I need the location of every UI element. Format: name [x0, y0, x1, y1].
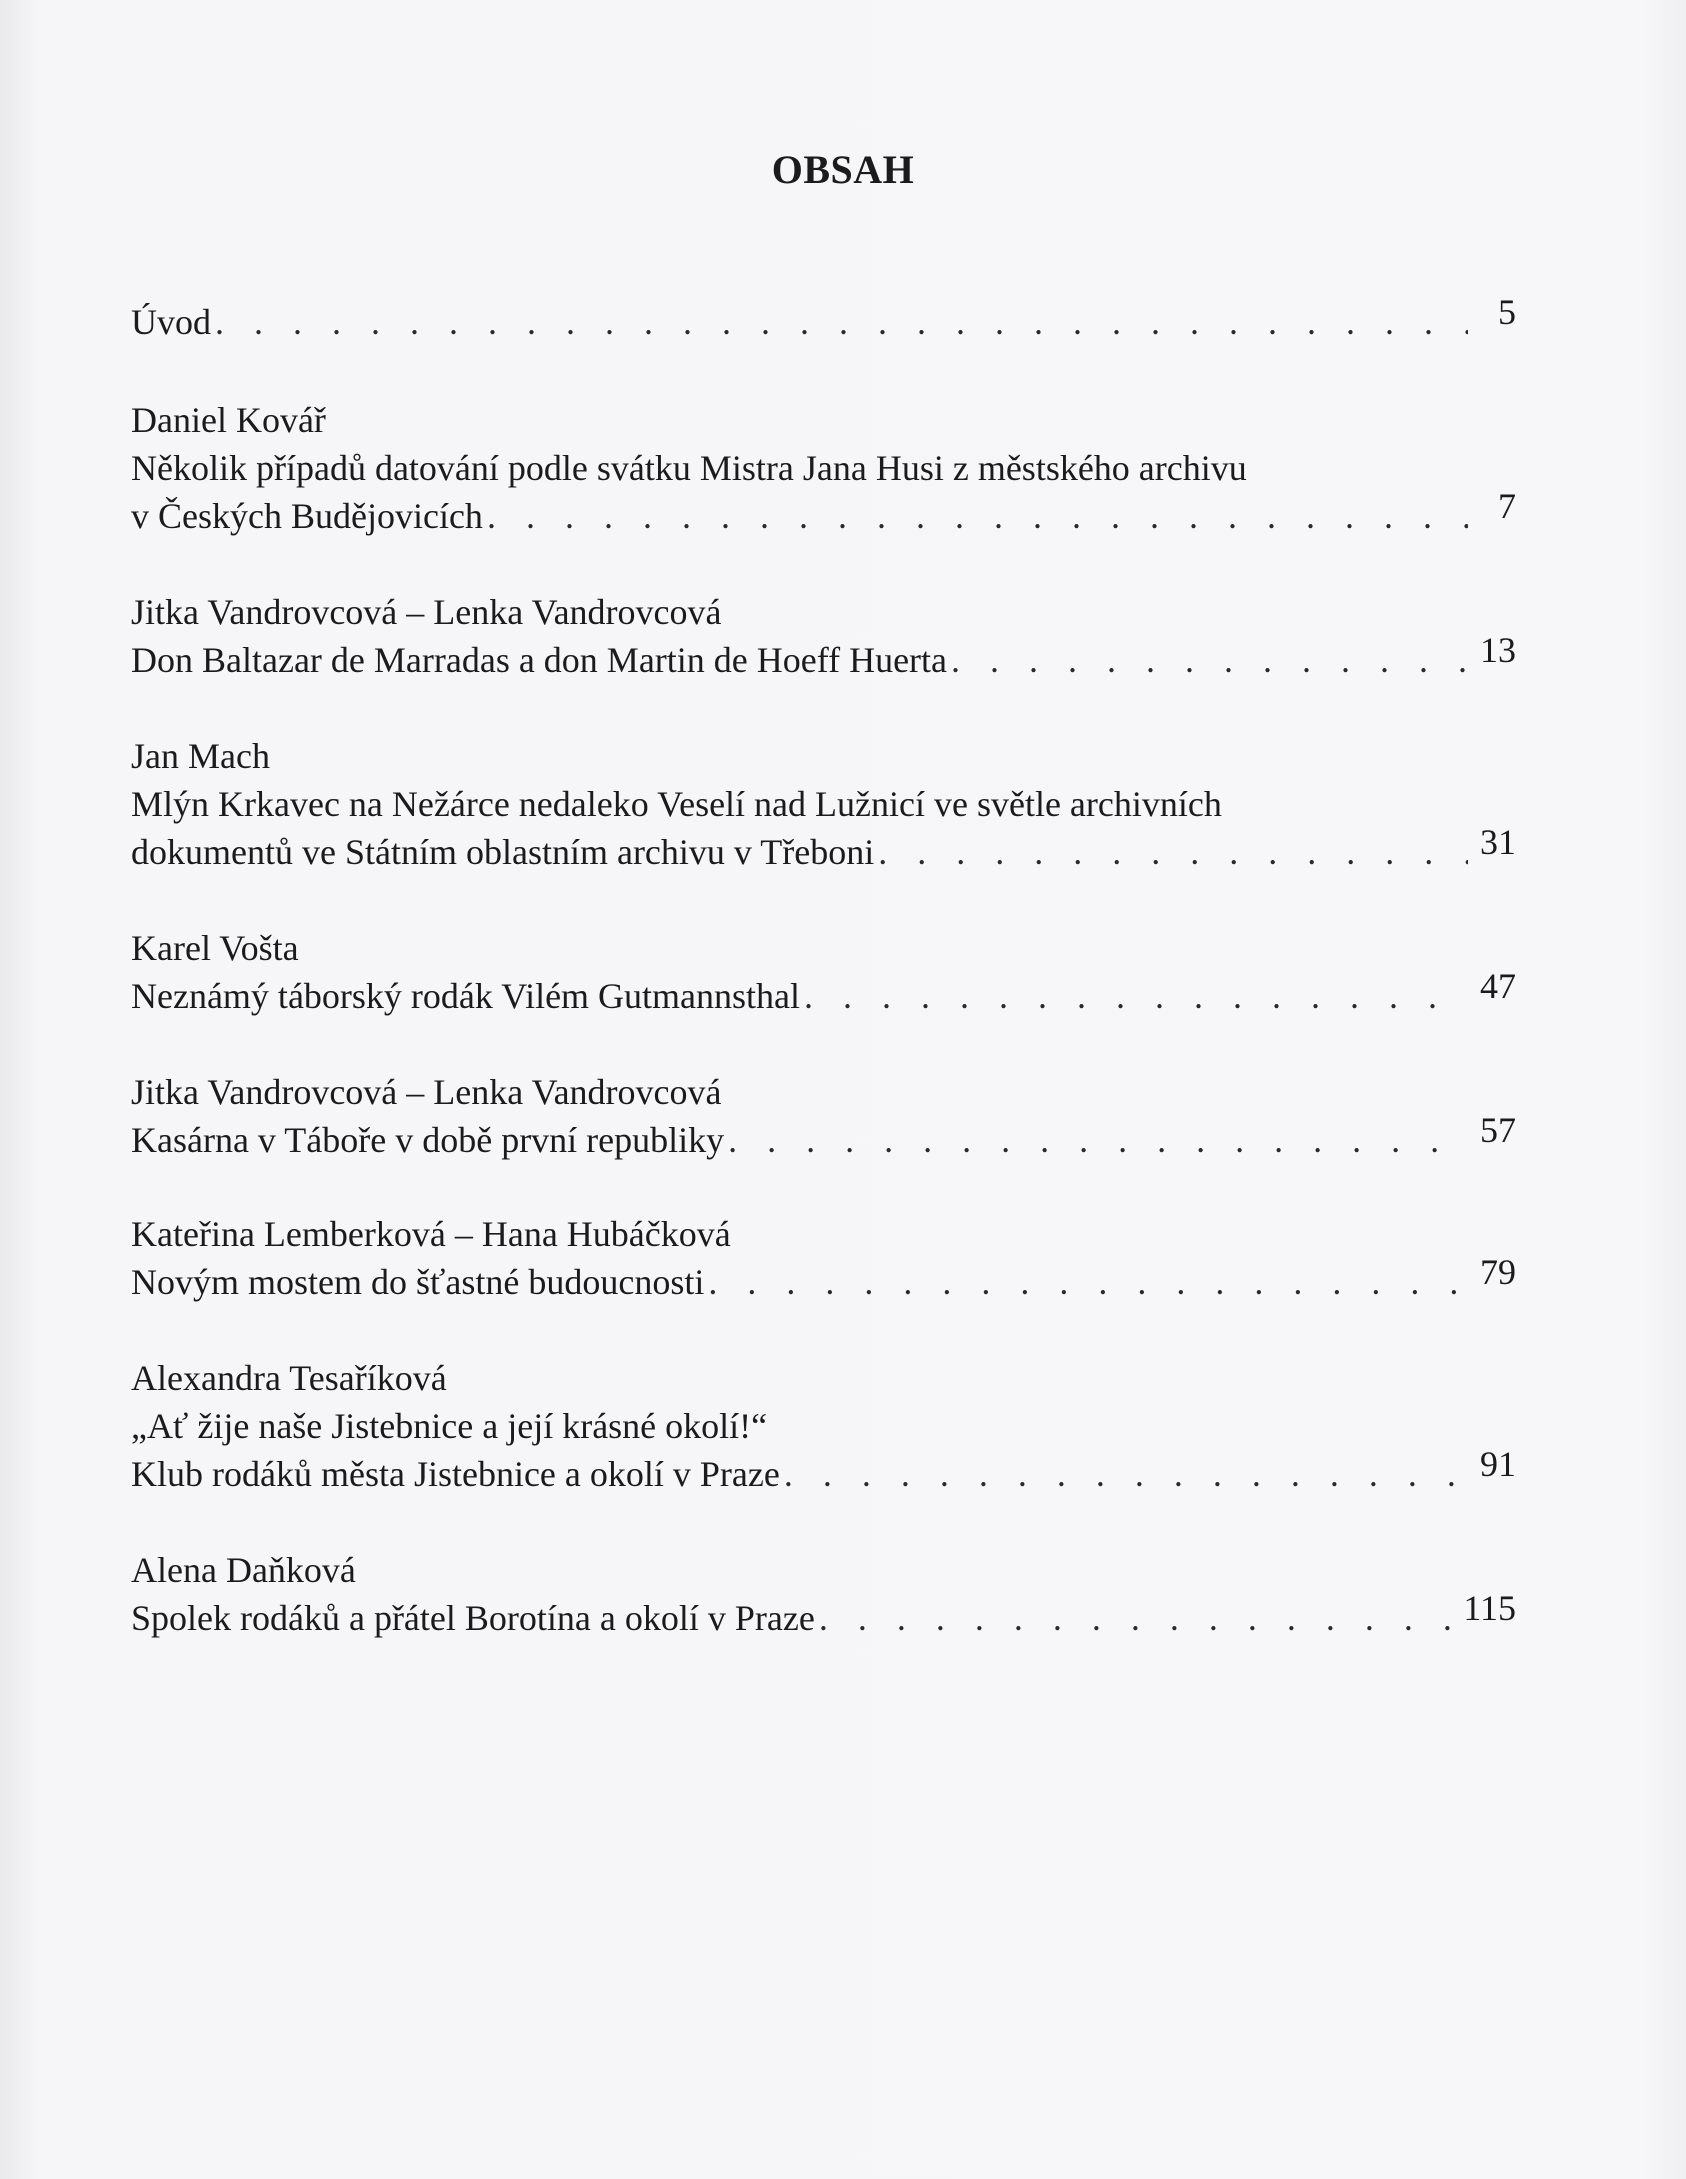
page-number: 79 — [1480, 1260, 1516, 1292]
toc-title: v Českých Budějovicích — [131, 496, 483, 536]
dot-leader — [708, 1260, 1468, 1304]
dot-leader — [728, 1118, 1468, 1162]
page-title: OBSAH — [771, 147, 915, 192]
toc-title: Don Baltazar de Marradas a don Martin de Hoeff Huerta — [131, 640, 948, 680]
toc-title-line — [131, 1260, 1516, 1304]
toc-title: Spolek rodáků a přátel Borotína a okolí v Praze — [131, 1598, 815, 1638]
dot-leader — [784, 1452, 1468, 1496]
toc-title: „Ať žije naše Jistebnice a její krásné okolí!“ — [131, 1406, 768, 1446]
page-number: 5 — [1498, 300, 1516, 332]
page-number: 115 — [1463, 1596, 1516, 1628]
toc-title: Novým mostem do šťastné budoucnosti — [131, 1262, 705, 1302]
dot-leader — [951, 638, 1468, 682]
toc-author: Jan Mach — [131, 736, 270, 776]
toc-author: Alexandra Tesaříková — [131, 1358, 447, 1398]
page-number: 31 — [1480, 830, 1516, 862]
toc-title: dokumentů ve Státním oblastním archivu v Třeboni — [131, 832, 875, 872]
page-number: 13 — [1480, 638, 1516, 670]
dot-leader — [215, 300, 1468, 344]
page-number: 91 — [1480, 1452, 1516, 1484]
toc-title-line — [131, 300, 1516, 344]
toc-title: Neznámý táborský rodák Vilém Gutmannsthal — [131, 976, 801, 1016]
toc-title-line — [131, 974, 1516, 1018]
toc-title: Mlýn Krkavec na Nežárce nedaleko Veselí nad Lužnicí ve světle archivních — [131, 784, 1222, 824]
toc-author: Jitka Vandrovcová – Lenka Vandrovcová — [131, 1072, 722, 1112]
toc-title-line — [131, 830, 1516, 874]
dot-leader — [819, 1596, 1464, 1640]
toc-title-line — [131, 638, 1516, 682]
dot-leader — [487, 494, 1468, 538]
toc-title-line — [131, 1452, 1516, 1496]
toc-title: Několik případů datování podle svátku Mistra Jana Husi z městského archivu — [131, 448, 1247, 488]
page-number: 57 — [1480, 1118, 1516, 1150]
toc-title: Klub rodáků města Jistebnice a okolí v Praze — [131, 1454, 780, 1494]
toc-author: Daniel Kovář — [131, 400, 326, 440]
dot-leader — [804, 974, 1468, 1018]
toc-author: Karel Vošta — [131, 928, 299, 968]
toc-author: Kateřina Lemberková – Hana Hubáčková — [131, 1214, 731, 1254]
toc-title: Kasárna v Táboře v době první republiky — [131, 1120, 725, 1160]
toc-title-line — [131, 1118, 1516, 1162]
page-number: 47 — [1480, 974, 1516, 1006]
toc-title: Úvod — [131, 302, 211, 342]
dot-leader — [878, 830, 1468, 874]
toc-title-line — [131, 1596, 1516, 1640]
toc-title-line — [131, 494, 1516, 538]
page-number: 7 — [1498, 494, 1516, 526]
toc-author: Alena Daňková — [131, 1550, 356, 1590]
toc-author: Jitka Vandrovcová – Lenka Vandrovcová — [131, 592, 722, 632]
